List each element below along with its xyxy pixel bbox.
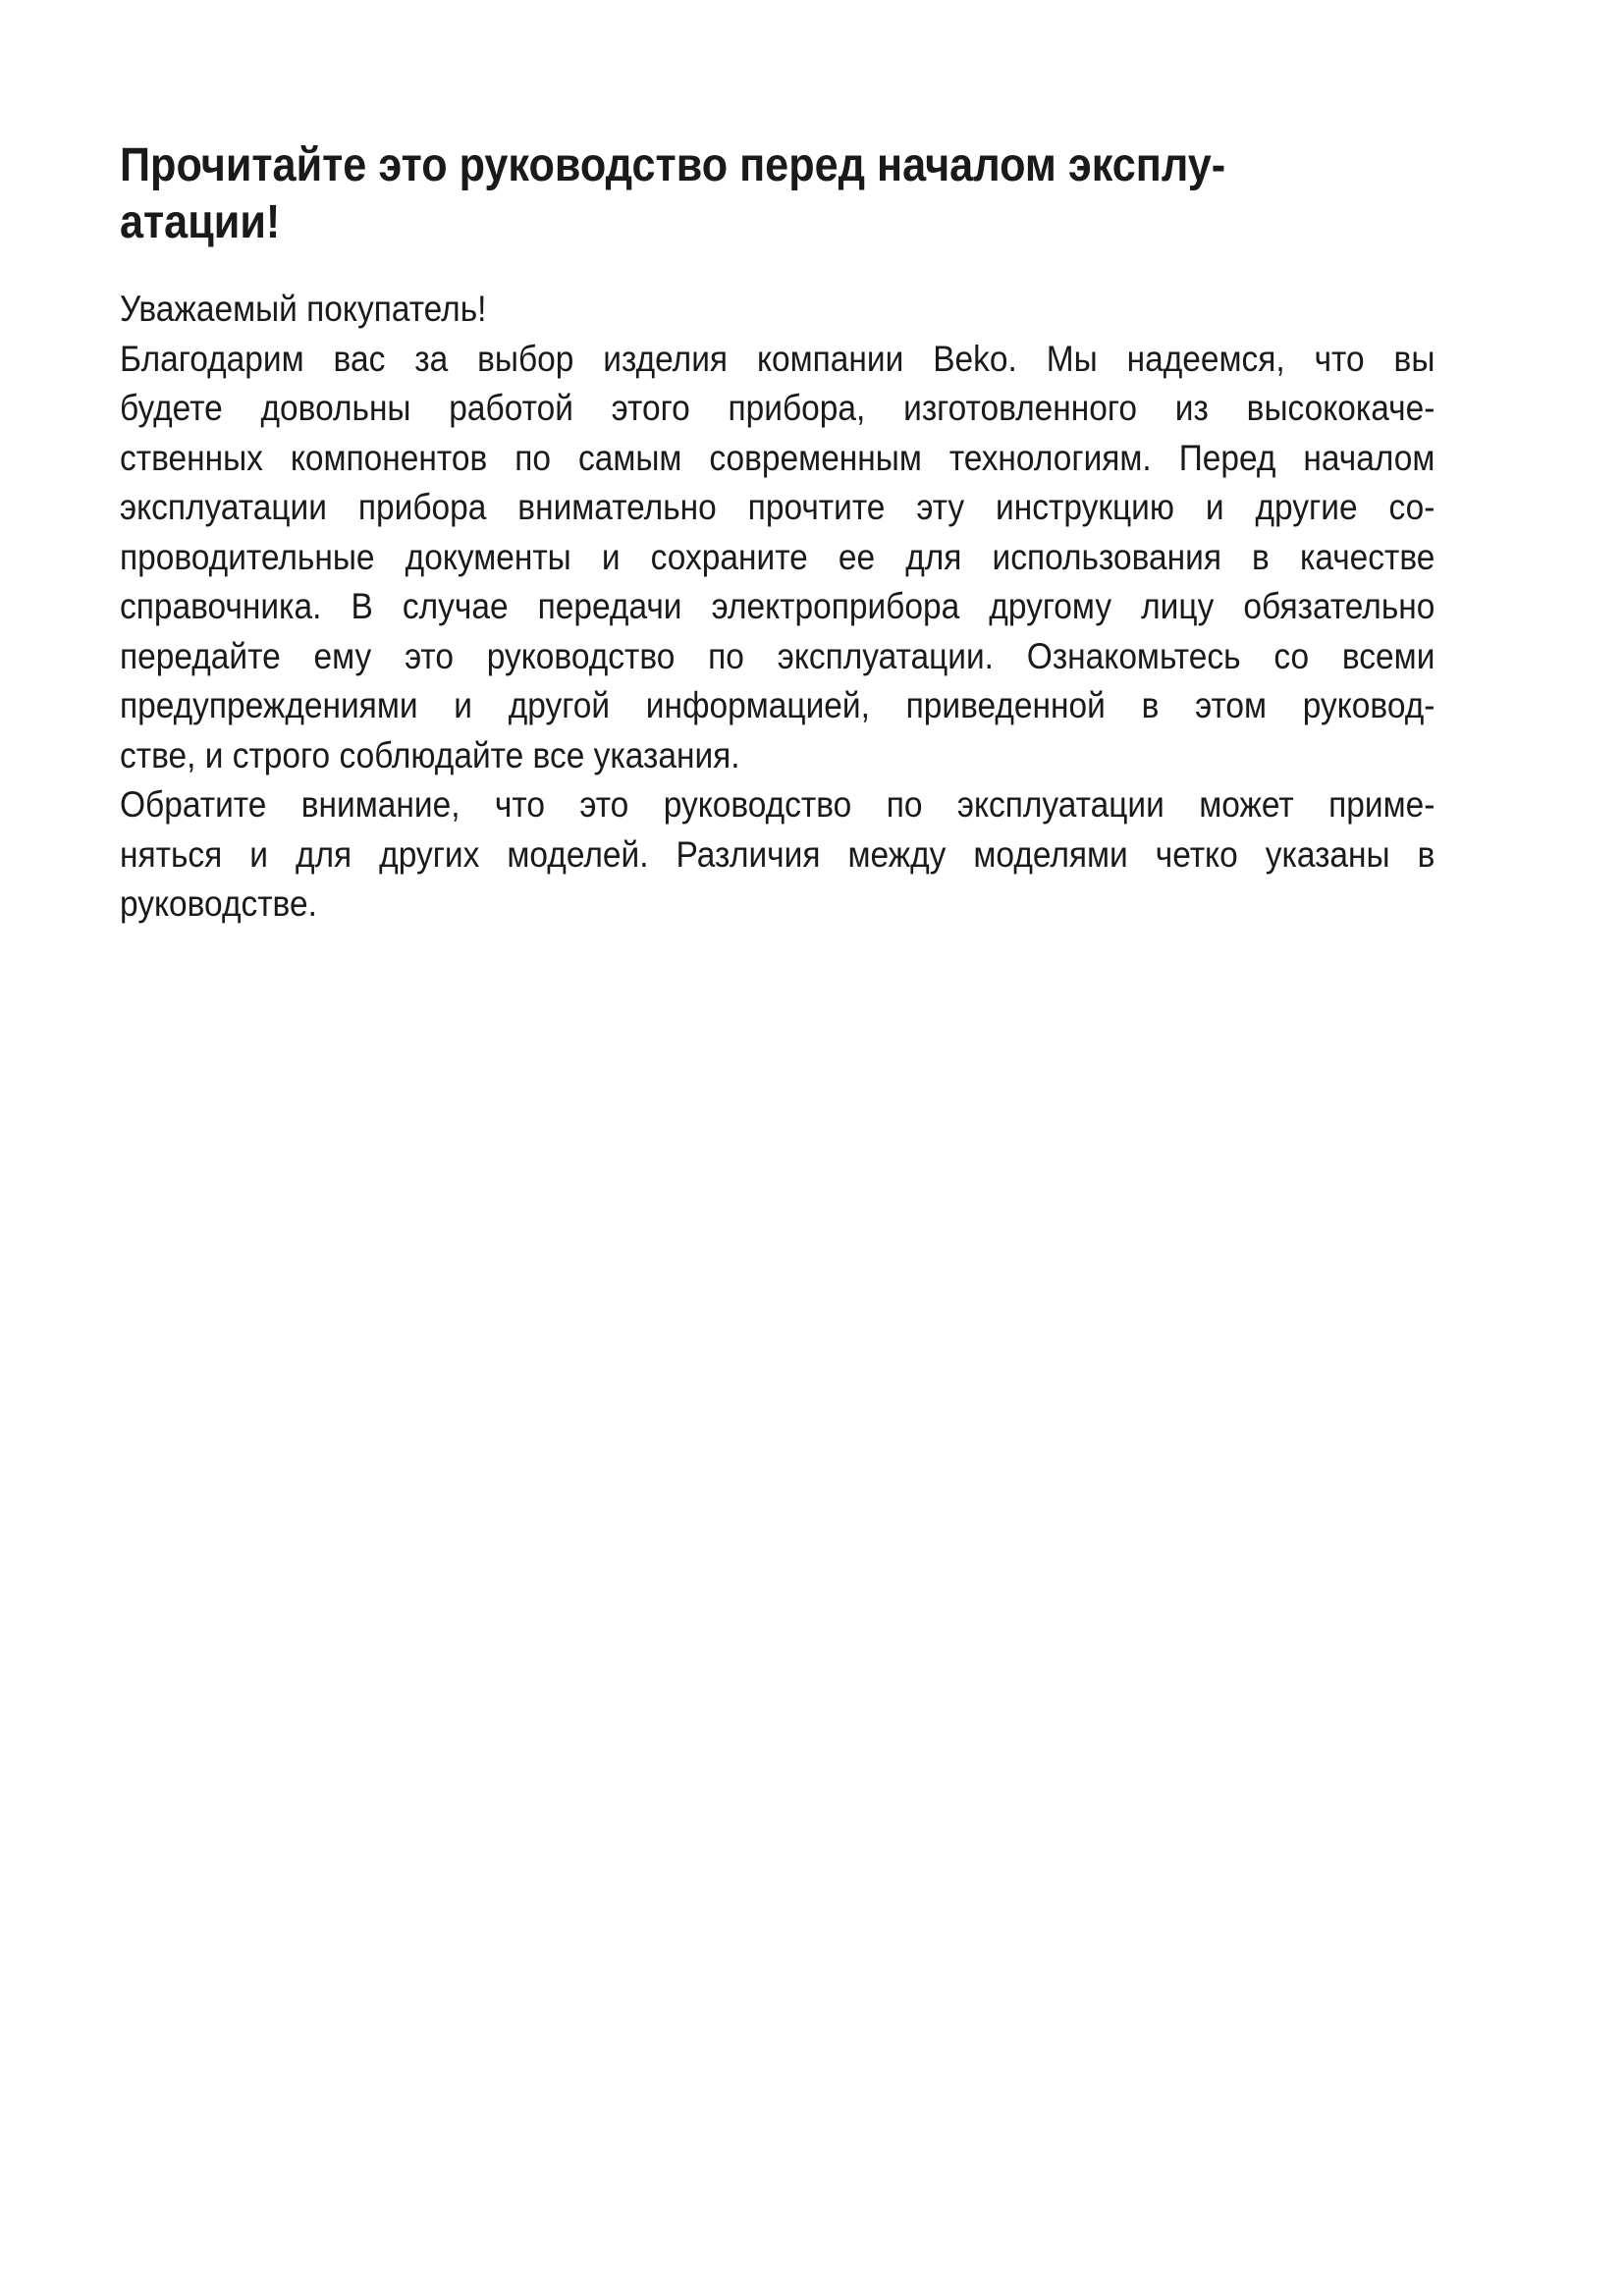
text-line: руководстве.: [120, 883, 317, 924]
text-line: справочника. В случае передачи электроприбора другому лицу обязательно: [120, 586, 1435, 626]
intro-text: [120, 285, 1435, 930]
text-line: проводительные документы и сохраните ее для использования в качестве: [120, 536, 1435, 577]
text-line: ственных компонентов по самым современным технологиям. Перед началом: [120, 437, 1435, 478]
text-line: предупреждениями и другой информацией, приведенной в этом руковод-: [120, 685, 1435, 725]
text-line: Обратите внимание, что это руководство по эксплуатации может приме-: [120, 784, 1435, 825]
text-line: стве, и строго соблюдайте все указания.: [120, 734, 740, 775]
text-line: эксплуатации прибора внимательно прочтите эту инструкцию и другие со-: [120, 487, 1435, 527]
text-line: передайте ему это руководство по эксплуатации. Ознакомьтесь со всеми: [120, 635, 1435, 676]
text-line: будете довольны работой этого прибора, изготовленного из высококаче-: [120, 388, 1435, 428]
page-title: [120, 137, 1516, 251]
greeting-line: Уважаемый покупатель!: [120, 289, 487, 329]
title-line: атации!: [120, 196, 281, 248]
text-line: няться и для других моделей. Различия между моделями четко указаны в: [120, 833, 1435, 875]
document-page: [120, 137, 1534, 924]
title-line: Прочитайте это руководство перед началом эксплу-: [120, 139, 1226, 191]
text-line: Благодарим вас за выбор изделия компании Beko. Мы надеемся, что вы: [120, 338, 1435, 379]
